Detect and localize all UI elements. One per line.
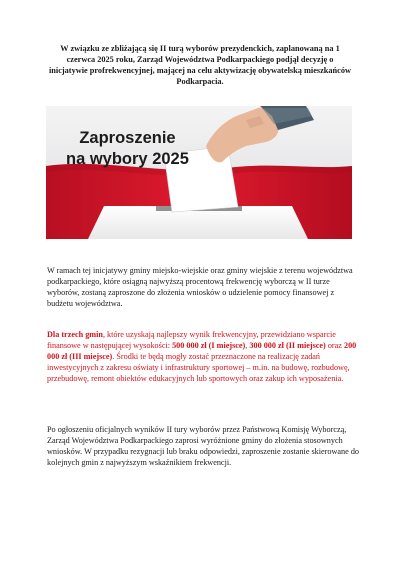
funding-separator-2: oraz xyxy=(325,340,344,350)
banner-title xyxy=(66,128,189,170)
award-second-place: 300 000 zł (II miejsce) xyxy=(249,340,326,350)
award-third-place: 200 000 zł (III miejsce) xyxy=(47,340,357,361)
banner-title-line2: na wybory 2025 xyxy=(66,150,189,168)
funding-text-part1: , które uzyskają najlepszy wynik frekwencyjny, przewidziano wsparcie finansowe w następującej wysokości: xyxy=(47,330,336,350)
award-first-place: 500 000 zł (I miejsce) xyxy=(172,340,246,350)
paragraph-procedure: Po ogłoszeniu oficjalnych wyników II tury wyborów przez Państwową Komisję Wyborczą, Zarząd Województwa Podkarpackiego zaprosi wyróżnione gminy do złożenia stosownych wniosków. W przypadku rezygnacji lub braku odpowiedzi, zaproszenie zostanie skierowane do kolejnych gmin z najwyższym wskaźnikiem frekwencji. xyxy=(47,425,360,467)
flag-ballot-illustration xyxy=(46,106,352,239)
paragraph-funding xyxy=(47,330,359,385)
paragraph-initiative: W ramach tej inicjatywy gminy miejsko-wiejskie oraz gminy wiejskie z terenu województwa podkarpackiego, które osiągną najwyższą procentową frekwencję wyborczą w II turze wyborów, zostaną zaproszone do złożenia wniosków o udzielenie pomocy finansowej z budżetu województwa. xyxy=(47,266,353,308)
funding-lead: Dla trzech gmin xyxy=(47,330,103,339)
funding-text-part2: . Środki te będą mogły zostać przeznaczone na realizację zadań inwestycyjnych z zakresu oświaty i infrastruktury sportowej – m.in. na budowę, rozbudowę, przebudowę, remont obiektów edukacyjnych lub sportowych oraz zakup ich wyposażenia. xyxy=(47,351,350,383)
funding-separator-1: , xyxy=(245,340,250,350)
banner-title-line1: Zaproszenie xyxy=(79,129,176,147)
election-banner-image xyxy=(46,106,352,239)
intro-paragraph: W związku ze zbliżającą się II turą wyborów prezydenckich, zaplanowaną na 1 czerwca 2025 roku, Zarząd Województwa Podkarpackiego podjął decyzję o inicjatywie profrekwencyjnej, mającej na celu aktywizację obywatelską mieszkańców Podkarpacia. xyxy=(48,44,351,86)
